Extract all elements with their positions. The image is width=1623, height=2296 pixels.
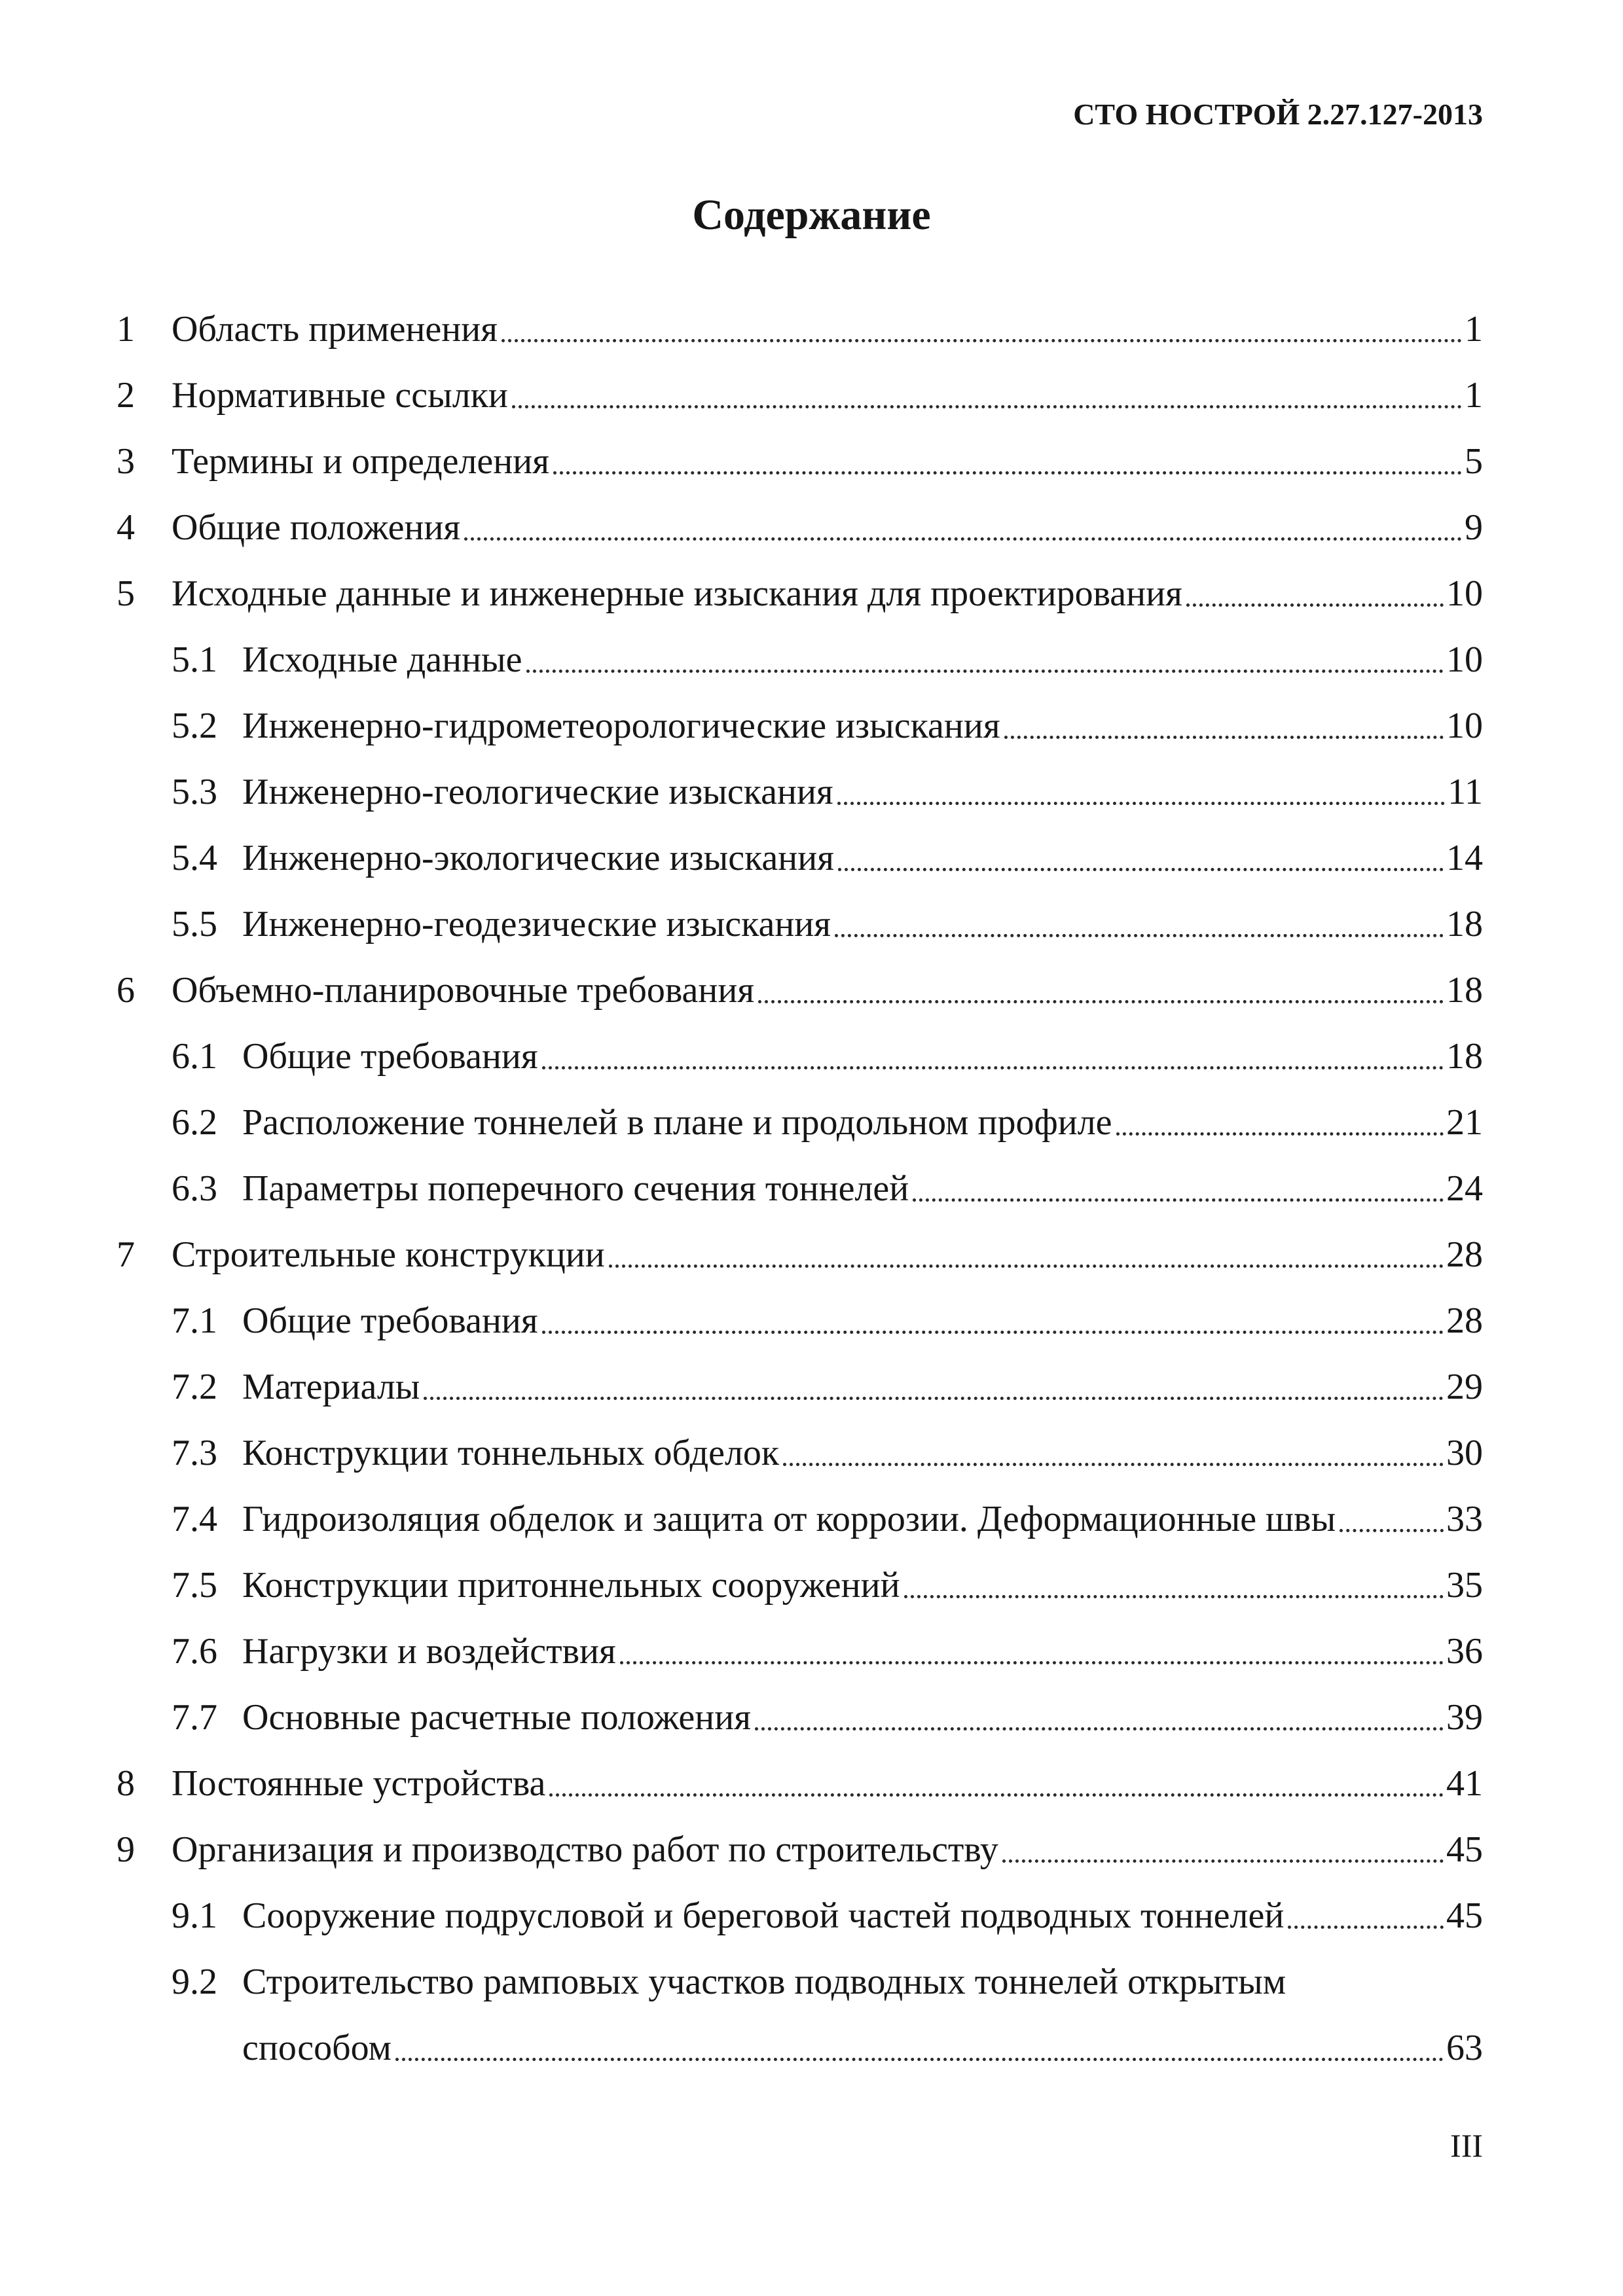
toc-entry-title: Сооружение подрусловой и береговой частей подводных тоннелей (242, 1895, 1285, 1937)
page-number: III (1450, 2127, 1483, 2164)
toc-dot-leader (758, 1000, 1444, 1003)
toc-entry-number: 9.2 (172, 1962, 217, 2003)
toc-entry-page: 30 (1446, 1433, 1483, 1474)
toc-entry-title: Гидроизоляция обделок и защита от коррозии. Деформационные швы (242, 1499, 1336, 1540)
toc-entry-title: Инженерно-геодезические изыскания (242, 904, 831, 945)
toc-entry-page: 10 (1446, 639, 1483, 681)
toc-entry-title: Расположение тоннелей в плане и продольном профиле (242, 1102, 1112, 1143)
toc-entry-title: Строительство рамповых участков подводных тоннелей открытым (242, 1962, 1286, 2003)
toc-entry[interactable] (117, 1474, 1483, 1540)
toc-entry-number: 9 (117, 1829, 135, 1871)
toc-entry-title: Исходные данные (242, 639, 522, 681)
toc-entry-title: Материалы (242, 1367, 420, 1408)
toc-entry-title: Организация и производство работ по строительству (172, 1829, 998, 1871)
document-code-header: СТО НОСТРОЙ 2.27.127-2013 (1073, 98, 1483, 131)
toc-entry-page: 9 (1465, 507, 1483, 548)
toc-entry-title: Общие требования (242, 1036, 538, 1077)
toc-entry-page: 1 (1465, 309, 1483, 350)
toc-entry-title: Конструкции тоннельных обделок (242, 1433, 780, 1474)
toc-dot-leader (549, 1793, 1444, 1797)
toc-entry[interactable] (117, 813, 1483, 879)
toc-entry-page: 28 (1446, 1234, 1483, 1276)
toc-entry[interactable] (117, 1408, 1483, 1474)
toc-dot-leader (620, 1661, 1444, 1664)
toc-entry-number: 5.4 (172, 838, 217, 879)
toc-entry-page: 1 (1465, 375, 1483, 416)
table-of-contents (117, 284, 1483, 2069)
toc-entry-title: Объемно-планировочные требования (172, 970, 755, 1011)
toc-entry[interactable] (117, 879, 1483, 945)
toc-entry-title: Строительные конструкции (172, 1234, 605, 1276)
toc-dot-leader (424, 1397, 1444, 1400)
toc-entry[interactable] (117, 548, 1483, 615)
toc-dot-leader (837, 802, 1445, 805)
toc-entry[interactable] (117, 1011, 1483, 1077)
toc-dot-leader (526, 670, 1444, 673)
toc-entry-page: 36 (1446, 1631, 1483, 1672)
toc-entry-number: 5.5 (172, 904, 217, 945)
toc-entry-title: Общие требования (242, 1300, 538, 1342)
toc-entry-page: 18 (1446, 970, 1483, 1011)
toc-dot-leader (904, 1595, 1444, 1598)
toc-entry-page: 63 (1446, 2028, 1483, 2069)
toc-entry-page: 29 (1446, 1367, 1483, 1408)
toc-entry-number: 3 (117, 441, 135, 482)
toc-entry-title: Инженерно-гидрометеорологические изыскания (242, 706, 1000, 747)
toc-entry-page: 10 (1446, 573, 1483, 615)
toc-dot-leader (838, 868, 1444, 871)
toc-entry-number: 5 (117, 573, 135, 615)
toc-entry[interactable] (117, 482, 1483, 548)
toc-dot-leader (1116, 1132, 1444, 1136)
toc-entry-title: Инженерно-геологические изыскания (242, 772, 833, 813)
toc-entry-title-continued: способом (242, 2028, 392, 2069)
toc-entry-number: 9.1 (172, 1895, 217, 1937)
toc-entry-page: 39 (1446, 1697, 1483, 1738)
toc-dot-leader (542, 1331, 1444, 1334)
toc-dot-leader (1002, 1859, 1444, 1863)
toc-entry-page: 11 (1448, 772, 1483, 813)
toc-entry-number: 7 (117, 1234, 135, 1276)
toc-dot-leader (512, 405, 1462, 408)
toc-dot-leader (501, 339, 1462, 342)
toc-entry-page: 35 (1446, 1565, 1483, 1606)
toc-entry-number: 7.5 (172, 1565, 217, 1606)
toc-entry[interactable] (117, 1871, 1483, 1937)
toc-entry-number: 5.3 (172, 772, 217, 813)
toc-entry[interactable] (117, 1606, 1483, 1672)
toc-entry-title: Нормативные ссылки (172, 375, 508, 416)
toc-entry[interactable] (117, 1804, 1483, 1871)
toc-entry-number: 6.3 (172, 1168, 217, 1210)
toc-entry-number: 5.2 (172, 706, 217, 747)
toc-entry-number: 4 (117, 507, 135, 548)
toc-entry-page: 41 (1446, 1763, 1483, 1804)
toc-entry-number: 7.3 (172, 1433, 217, 1474)
toc-entry-number: 7.6 (172, 1631, 217, 1672)
toc-dot-leader (553, 471, 1462, 475)
toc-entry-title: Параметры поперечного сечения тоннелей (242, 1168, 909, 1210)
toc-entry[interactable] (117, 1672, 1483, 1738)
toc-entry-page: 24 (1446, 1168, 1483, 1210)
toc-entry[interactable] (117, 1937, 1483, 2069)
toc-entry-number: 7.1 (172, 1300, 217, 1342)
toc-dot-leader (1340, 1529, 1444, 1532)
toc-entry-number: 5.1 (172, 639, 217, 681)
toc-entry[interactable] (117, 284, 1483, 350)
toc-title: Содержание (692, 191, 931, 239)
toc-entry-page: 10 (1446, 706, 1483, 747)
toc-entry-title: Конструкции притоннельных сооружений (242, 1565, 900, 1606)
toc-entry-title: Инженерно-экологические изыскания (242, 838, 834, 879)
toc-entry[interactable] (117, 350, 1483, 416)
toc-entry-page: 18 (1446, 904, 1483, 945)
toc-entry-number: 7.4 (172, 1499, 217, 1540)
toc-entry-title: Область применения (172, 309, 498, 350)
toc-entry-page: 18 (1446, 1036, 1483, 1077)
toc-entry-number: 7.7 (172, 1697, 217, 1738)
toc-dot-leader (913, 1198, 1444, 1202)
toc-dot-leader (542, 1066, 1444, 1069)
toc-entry[interactable] (117, 747, 1483, 813)
toc-entry[interactable] (117, 1540, 1483, 1606)
toc-entry-number: 2 (117, 375, 135, 416)
toc-entry[interactable] (117, 1077, 1483, 1143)
toc-entry-number: 6.1 (172, 1036, 217, 1077)
toc-entry-number: 6 (117, 970, 135, 1011)
toc-entry-title: Нагрузки и воздействия (242, 1631, 616, 1672)
toc-dot-leader (609, 1265, 1444, 1268)
toc-dot-leader (755, 1727, 1444, 1731)
toc-entry-title: Постоянные устройства (172, 1763, 546, 1804)
toc-entry-title: Исходные данные и инженерные изыскания для проектирования (172, 573, 1182, 615)
toc-entry[interactable] (117, 681, 1483, 747)
toc-entry[interactable] (117, 416, 1483, 482)
toc-entry-title: Общие положения (172, 507, 461, 548)
toc-entry[interactable] (117, 1276, 1483, 1342)
toc-dot-leader (464, 537, 1462, 541)
toc-entry-number: 1 (117, 309, 135, 350)
toc-entry-page: 21 (1446, 1102, 1483, 1143)
toc-entry-title: Основные расчетные положения (242, 1697, 751, 1738)
toc-entry[interactable] (117, 1738, 1483, 1804)
toc-entry-title: Термины и определения (172, 441, 549, 482)
toc-entry-number: 6.2 (172, 1102, 217, 1143)
toc-dot-leader (1004, 736, 1444, 739)
toc-entry[interactable] (117, 945, 1483, 1011)
toc-entry-number: 7.2 (172, 1367, 217, 1408)
toc-dot-leader (835, 934, 1444, 937)
toc-entry-page: 28 (1446, 1300, 1483, 1342)
toc-entry-number: 8 (117, 1763, 135, 1804)
toc-entry-page: 45 (1446, 1895, 1483, 1937)
toc-entry-page: 33 (1446, 1499, 1483, 1540)
toc-dot-leader (783, 1463, 1444, 1466)
toc-dot-leader (395, 2058, 1444, 2061)
toc-dot-leader (1186, 603, 1444, 607)
toc-entry[interactable] (117, 1143, 1483, 1210)
toc-entry-page: 5 (1465, 441, 1483, 482)
toc-entry-page: 14 (1446, 838, 1483, 879)
toc-dot-leader (1288, 1926, 1444, 1929)
toc-entry[interactable] (117, 1342, 1483, 1408)
toc-entry[interactable] (117, 615, 1483, 681)
toc-entry-page: 45 (1446, 1829, 1483, 1871)
toc-entry[interactable] (117, 1210, 1483, 1276)
